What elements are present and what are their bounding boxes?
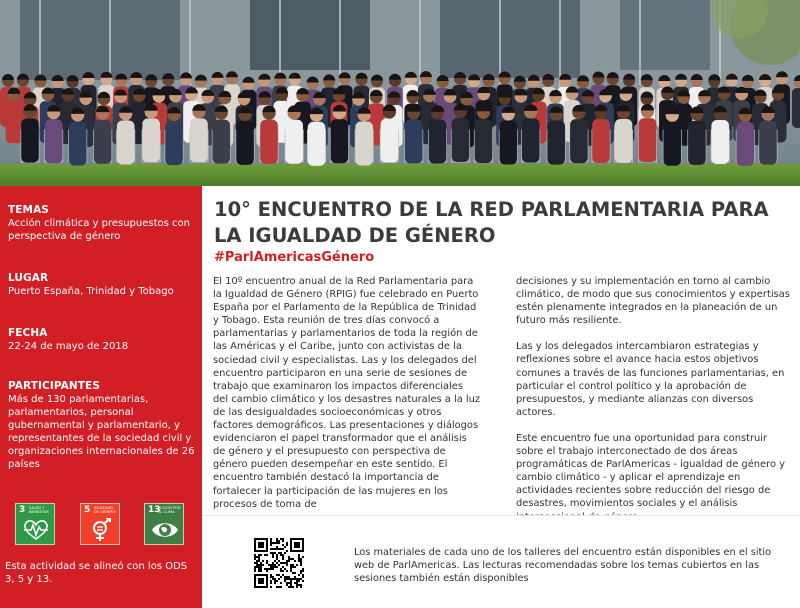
fecha-section [8, 327, 198, 353]
sidebar [0, 186, 202, 608]
participantes-section [8, 380, 198, 471]
column-2-paragraph-3: Este encuentro fue una oportunidad para construir sobre el trabajo interconectado de dos áreas programáticas de ParlAmericas - igualdad de género y cambio climático - y aplicar el aprendizaje en actividades recientes sobre reducción del riesgo de desastres, movimientos sociales y el análisis [516, 432, 785, 510]
sdg-5-badge [80, 503, 120, 545]
hashtag: #ParlAmericasGénero [214, 250, 375, 265]
materials-text: Los materiales de cada uno de los talleres del encuentro están disponibles en el sitio web de ParlAmericas. Las lecturas recomendadas sobre los temas cubiertos en las sesiones también están disponibles [354, 547, 772, 584]
participantes-heading: PARTICIPANTES [8, 380, 100, 392]
temas-section [8, 204, 198, 243]
participantes-text: Más de 130 parlamentarias, parlamentarios, personal gubernamental y parlamentario, y representantes de la sociedad civil y organizaciones internacionales de 26 países [8, 394, 195, 470]
fecha-heading: FECHA [8, 327, 48, 339]
heartbeat-icon [22, 518, 50, 542]
lugar-heading: LUGAR [8, 272, 49, 284]
main-content [202, 186, 800, 608]
group-photo [0, 0, 800, 186]
column-1-paragraph-1: El 10º encuentro anual de la Red Parlamentaria para la Igualdad de Género (RPIG) fue celebrado en Puerto España por el Parlamento de la República de Trinidad y Tobago. Esta reunión de tres días convocó a parlamentarias y parlamentarios de toda la región de las Américas y el Caribe, junto con activistas de la sociedad civil y especialistas. Las y los delegados del encuentro participaron en una serie de sesiones de trabajo que examinaron los impactos diferenciales del cambio climático y los desastres naturales a la luz de las desigualdades socioeconómicas y otros factores demográficos. Las presentaciones y diálogos evidenciaron el papel transformador que el análisis de género y el presupuesto con perspectiva de género pueden desempeñar en este sentido. El encuentro también destacó la importancia de fortalecer la participación de las mujeres en los procesos de toma de [213, 276, 481, 510]
sdg-badges [0, 498, 202, 552]
eye-globe-icon [151, 518, 179, 542]
sdg-3-badge [15, 503, 55, 545]
ods-alignment-note: Esta actividad se alineó con los ODS 3, 5 y 13. [5, 561, 188, 585]
column-2-paragraph-2: Las y los delegados intercambiaron estrategias y reflexiones sobre el avance hacia estos objetivos comunes a través de las funciones parlamentarias, en particular el control político y la aprobación de presupuestos, y mediante alianzas con diversos actores. [516, 341, 785, 418]
fecha-text: 22-24 de mayo de 2018 [8, 341, 129, 352]
lugar-text: Puerto España, Trinidad y Tobago [8, 286, 174, 297]
gender-equality-icon [87, 518, 115, 542]
sdg-5-number: 5 [84, 505, 91, 515]
sdg-13-badge [144, 503, 184, 545]
materials-section [202, 515, 800, 608]
sdg-5-label: IGUALDAD DE GÉNERO [94, 506, 116, 514]
sdg-3-label: SALUD Y BIENESTAR [29, 506, 49, 514]
column-2-paragraph-1: decisiones y su implementación en torno al cambio climático, de modo que sus conocimientos y expertisas estén plenamente integrados en la planeación de un futuro más resiliente. [516, 276, 790, 327]
page-title: 10° ENCUENTRO DE LA RED PARLAMENTARIA PARA LA IGUALDAD DE GÉNERO [214, 198, 769, 247]
lugar-section [8, 272, 198, 298]
body-column-1 [213, 275, 481, 524]
body-column-2 [516, 275, 794, 537]
temas-text: Acción climática y presupuestos con perspectiva de género [8, 218, 190, 242]
temas-heading: TEMAS [8, 204, 49, 216]
sdg-13-label: ACCIÓN POR EL CLIMA [158, 506, 181, 514]
sdg-13-number: 13 [148, 505, 161, 515]
qr-code-icon[interactable] [254, 538, 304, 588]
sdg-3-number: 3 [19, 505, 26, 515]
